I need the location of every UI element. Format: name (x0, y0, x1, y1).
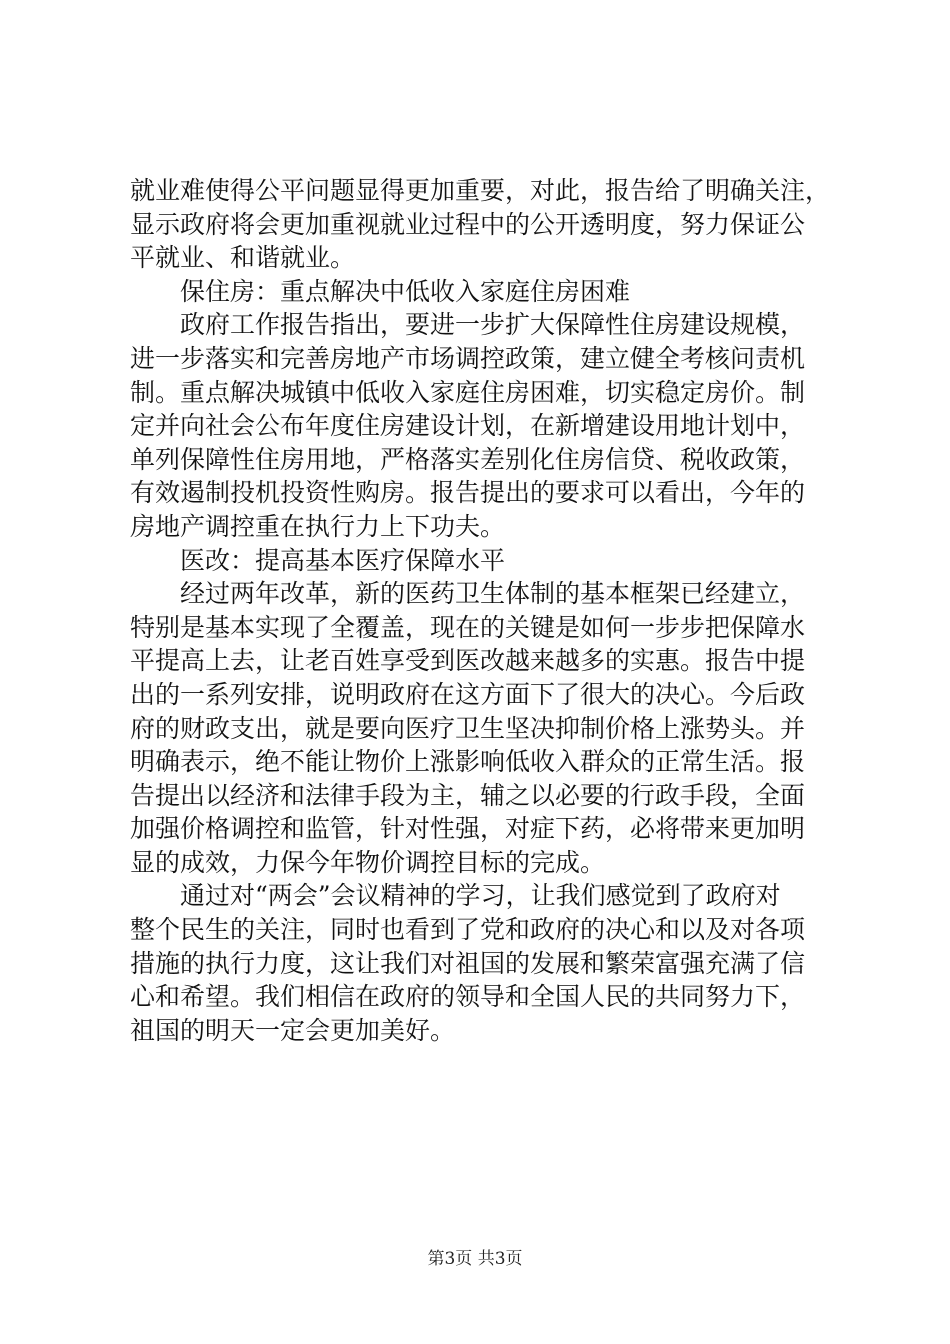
text-line: 明确表示，绝不能让物价上涨影响低收入群众的正常生活。报 (130, 747, 806, 777)
text-line: 出的一系列安排，说明政府在这方面下了很大的决心。今后政 (130, 679, 806, 709)
body-text (130, 174, 830, 1047)
text-line: 府的财政支出，就是要向医疗卫生坚决抑制价格上涨势头。并 (130, 713, 806, 743)
text-line: 整个民生的关注，同时也看到了党和政府的决心和以及对各项 (130, 915, 806, 945)
text-line: 进一步落实和完善房地产市场调控政策，建立健全考核问责机 (130, 343, 806, 373)
text-line: 单列保障性住房用地，严格落实差别化住房信贷、税收政策， (130, 444, 806, 474)
page-footer: 第3页 共3页 (427, 1249, 523, 1269)
text-line: 加强价格调控和监管，针对性强，对症下药，必将带来更加明 (130, 814, 806, 844)
text-line: 政府工作报告指出，要进一步扩大保障性住房建设规模， (180, 310, 806, 340)
text-line: 显示政府将会更加重视就业过程中的公开透明度，努力保证公 (130, 209, 806, 239)
text-line: 特别是基本实现了全覆盖，现在的关键是如何一步步把保障水 (130, 612, 806, 642)
text-line: 就业难使得公平问题显得更加重要，对此，报告给了明确关注， (130, 176, 831, 205)
text-line: 定并向社会公布年度住房建设计划，在新增建设用地计划中， (130, 411, 806, 441)
text-line: 平提高上去，让老百姓享受到医改越来越多的实惠。报告中提 (130, 646, 806, 676)
text-line: 制。重点解决城镇中低收入家庭住房困难，切实稳定房价。制 (130, 377, 806, 407)
text-line: 显的成效，力保今年物价调控目标的完成。 (130, 847, 606, 877)
section-heading-healthcare: 医改：提高基本医疗保障水平 (180, 545, 506, 575)
text-line: 措施的执行力度，这让我们对祖国的发展和繁荣富强充满了信 (130, 948, 806, 978)
text-line: 有效遏制投机投资性购房。报告提出的要求可以看出，今年的 (130, 478, 806, 508)
text-line: 经过两年改革，新的医药卫生体制的基本框架已经建立， (180, 579, 806, 609)
text-line: 房地产调控重在执行力上下功夫。 (130, 511, 506, 541)
section-heading-housing: 保住房：重点解决中低收入家庭住房困难 (180, 276, 631, 306)
text-line: 通过对“两会”会议精神的学习，让我们感觉到了政府对 (180, 881, 781, 911)
text-line: 心和希望。我们相信在政府的领导和全国人民的共同努力下， (130, 982, 806, 1012)
text-line: 平就业、和谐就业。 (130, 243, 356, 273)
text-line: 祖国的明天一定会更加美好。 (130, 1015, 456, 1045)
text-line: 告提出以经济和法律手段为主，辅之以必要的行政手段，全面 (130, 780, 806, 810)
